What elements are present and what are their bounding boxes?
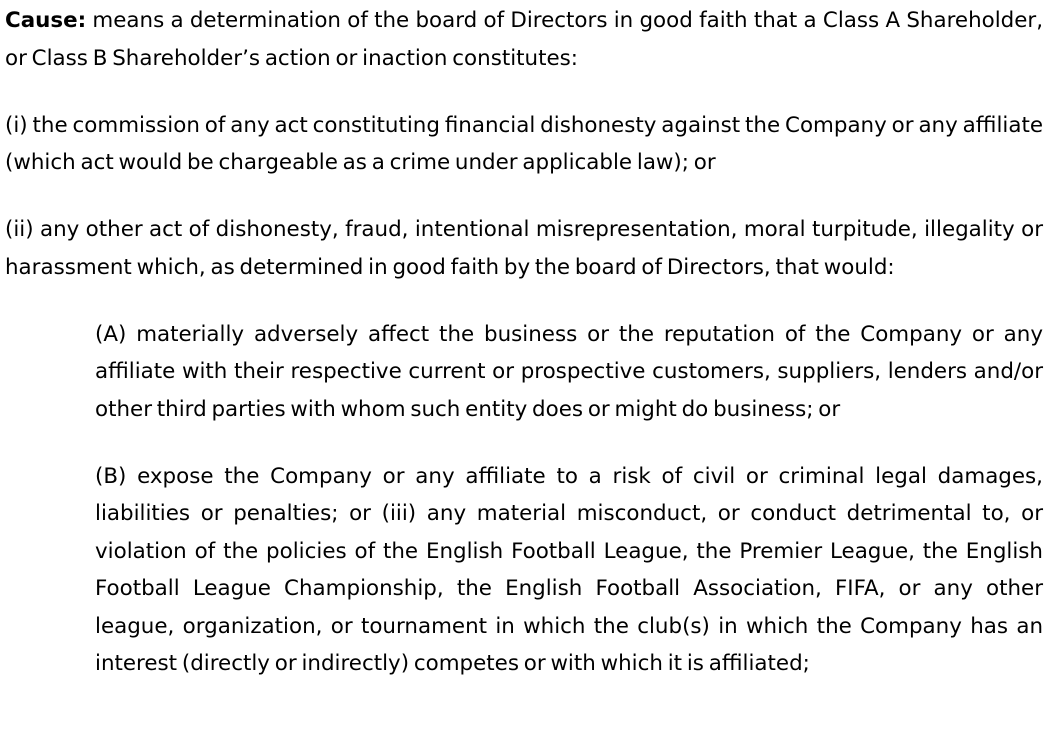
definition-paragraph: [5, 2, 1043, 77]
clause-ii: (ii) any other act of dishonesty, fraud, intentional misrepresentation, moral turpitude, illegality or harassment which, as determined in good faith by the board of Directors, that would:: [5, 217, 1043, 280]
subclause-a: (A) materially adversely affect the business or the reputation of the Company or any affiliate with their respective current or prospective customers, suppliers, lenders and/or other third parties with whom such entity does or might do business; or: [95, 321, 1043, 422]
definition-intro: means a determination of the board of Directors in good faith that a Class A Shareholder, or Class B Shareholder’s action or inaction constitutes:: [5, 8, 1043, 71]
document-body: [5, 2, 1043, 683]
clause-i: (i) the commission of any act constituting financial dishonesty against the Company or any affiliate (which act would be chargeable as a crime under applicable law); or: [5, 112, 1043, 175]
subclause-b: (B) expose the Company or any affiliate to a risk of civil or criminal legal damages, liabilities or penalties; or (iii) any material misconduct, or conduct detrimental to, or violation of the policies of the English Football League, the Premier League, the English Football League Championship, the English Football Association, FIFA, or any other league, organization, or tournament in which the club(s) in which the Company has an interest (directly or indirectly) competes or with which it is affiliated;: [95, 463, 1043, 676]
defined-term: Cause:: [5, 8, 87, 33]
